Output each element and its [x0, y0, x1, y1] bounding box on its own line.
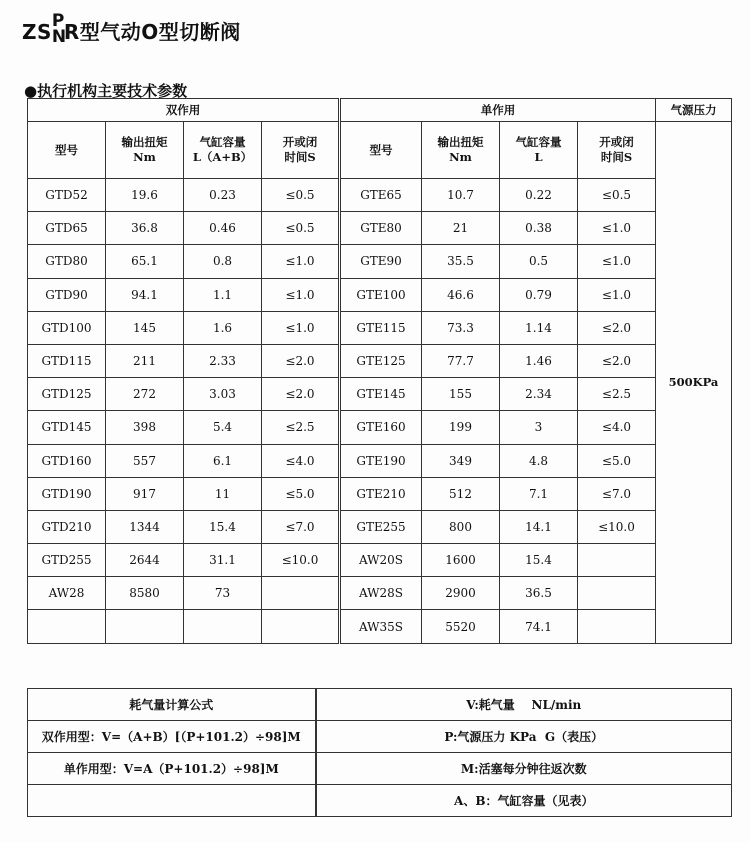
- single-cell: ≤7.0: [578, 477, 656, 510]
- header-line: 开或闭: [599, 135, 634, 149]
- table-row: [28, 610, 732, 643]
- double-header-cell: [262, 122, 340, 179]
- single-cell: 36.5: [500, 577, 578, 610]
- single-cell: [578, 544, 656, 577]
- single-cell: GTE65: [340, 179, 422, 212]
- header-unit: 时间S: [600, 150, 633, 164]
- single-cell: 14.1: [500, 510, 578, 543]
- formula-left-cell: 双作用型：V=（A+B）[（P+101.2）÷98]M: [28, 721, 316, 753]
- double-cell: 398: [106, 411, 184, 444]
- single-cell: 3: [500, 411, 578, 444]
- single-cell: ≤1.0: [578, 278, 656, 311]
- double-cell: 19.6: [106, 179, 184, 212]
- single-cell: ≤2.0: [578, 344, 656, 377]
- header-line: 气缸容量: [199, 135, 246, 149]
- single-cell: 800: [422, 510, 500, 543]
- header-unit: Nm: [449, 150, 472, 164]
- single-cell: 0.22: [500, 179, 578, 212]
- single-cell: 35.5: [422, 245, 500, 278]
- double-cell: ≤2.5: [262, 411, 340, 444]
- single-cell: 5520: [422, 610, 500, 643]
- double-cell: [184, 610, 262, 643]
- single-cell: 10.7: [422, 179, 500, 212]
- formula-left-cell: 耗气量计算公式: [28, 689, 316, 721]
- double-header-cell: [106, 122, 184, 179]
- group-air-pressure: 气源压力: [656, 99, 732, 122]
- single-cell: [578, 610, 656, 643]
- double-cell: 1344: [106, 510, 184, 543]
- header-unit: L: [534, 150, 543, 164]
- single-cell: 7.1: [500, 477, 578, 510]
- double-cell: 5.4: [184, 411, 262, 444]
- double-cell: 3.03: [184, 378, 262, 411]
- double-cell: 8580: [106, 577, 184, 610]
- single-cell: 1600: [422, 544, 500, 577]
- double-cell: GTD100: [28, 311, 106, 344]
- single-cell: 2900: [422, 577, 500, 610]
- double-header-cell: [28, 122, 106, 179]
- single-cell: 199: [422, 411, 500, 444]
- formula-row: [28, 721, 732, 753]
- double-cell: 557: [106, 444, 184, 477]
- single-cell: 155: [422, 378, 500, 411]
- header-line: 型号: [369, 142, 393, 157]
- table-row: [28, 411, 732, 444]
- single-cell: 73.3: [422, 311, 500, 344]
- single-cell: ≤2.5: [578, 378, 656, 411]
- double-header-cell: [184, 122, 262, 179]
- formula-left-cell: 单作用型：V=A（P+101.2）÷98]M: [28, 753, 316, 785]
- spec-table: [27, 98, 732, 644]
- double-cell: [262, 610, 340, 643]
- column-header-row: [28, 122, 732, 179]
- double-cell: 2644: [106, 544, 184, 577]
- double-cell: 2.33: [184, 344, 262, 377]
- double-cell: ≤7.0: [262, 510, 340, 543]
- header-line: 输出扭矩: [121, 135, 168, 149]
- formula-right-cell: P:气源压力 KPa G（表压）: [316, 721, 732, 753]
- single-header-cell: [500, 122, 578, 179]
- double-cell: 0.8: [184, 245, 262, 278]
- single-cell: GTE145: [340, 378, 422, 411]
- double-cell: 36.8: [106, 212, 184, 245]
- header-line: 气缸容量: [515, 135, 562, 149]
- single-cell: GTE190: [340, 444, 422, 477]
- single-cell: GTE90: [340, 245, 422, 278]
- single-cell: ≤0.5: [578, 179, 656, 212]
- formula-row: [28, 689, 732, 721]
- single-cell: GTE210: [340, 477, 422, 510]
- single-cell: ≤2.0: [578, 311, 656, 344]
- formula-right-cell: V:耗气量 NL/min: [316, 689, 732, 721]
- header-line: 输出扭矩: [437, 135, 484, 149]
- double-cell: 272: [106, 378, 184, 411]
- section-subtitle: ●执行机构主要技术参数: [24, 82, 188, 100]
- double-cell: ≤0.5: [262, 179, 340, 212]
- formula-left-cell: [28, 785, 316, 817]
- single-cell: GTE160: [340, 411, 422, 444]
- header-unit: Nm: [133, 150, 156, 164]
- table-row: [28, 245, 732, 278]
- single-cell: GTE255: [340, 510, 422, 543]
- double-cell: ≤2.0: [262, 378, 340, 411]
- header-unit: 时间S: [284, 150, 316, 164]
- double-cell: 65.1: [106, 245, 184, 278]
- table-row: [28, 544, 732, 577]
- single-cell: ≤10.0: [578, 510, 656, 543]
- double-cell: 1.1: [184, 278, 262, 311]
- single-cell: AW20S: [340, 544, 422, 577]
- table-row: [28, 344, 732, 377]
- table-row: [28, 444, 732, 477]
- table-row: [28, 278, 732, 311]
- single-header-cell: [422, 122, 500, 179]
- table-row: [28, 510, 732, 543]
- single-header-cell: [340, 122, 422, 179]
- double-cell: ≤5.0: [262, 477, 340, 510]
- double-cell: ≤1.0: [262, 245, 340, 278]
- single-cell: 1.46: [500, 344, 578, 377]
- double-cell: [28, 610, 106, 643]
- double-cell: 11: [184, 477, 262, 510]
- double-cell: GTD160: [28, 444, 106, 477]
- header-line: 型号: [55, 142, 78, 157]
- table-row: [28, 577, 732, 610]
- single-cell: 2.34: [500, 378, 578, 411]
- single-cell: ≤4.0: [578, 411, 656, 444]
- double-cell: GTD65: [28, 212, 106, 245]
- single-cell: ≤1.0: [578, 212, 656, 245]
- double-cell: 94.1: [106, 278, 184, 311]
- table-row: [28, 477, 732, 510]
- double-cell: GTD80: [28, 245, 106, 278]
- single-cell: 0.5: [500, 245, 578, 278]
- single-cell: 0.38: [500, 212, 578, 245]
- single-cell: 15.4: [500, 544, 578, 577]
- group-double: 双作用: [28, 99, 340, 122]
- double-cell: ≤2.0: [262, 344, 340, 377]
- formula-row: [28, 785, 732, 817]
- double-cell: ≤10.0: [262, 544, 340, 577]
- single-cell: 74.1: [500, 610, 578, 643]
- formula-table: [27, 688, 732, 817]
- single-cell: GTE125: [340, 344, 422, 377]
- double-cell: GTD90: [28, 278, 106, 311]
- group-header-row: [28, 99, 732, 122]
- group-single: 单作用: [340, 99, 656, 122]
- double-cell: GTD190: [28, 477, 106, 510]
- double-cell: ≤0.5: [262, 212, 340, 245]
- single-cell: ≤5.0: [578, 444, 656, 477]
- formula-row: [28, 753, 732, 785]
- single-cell: 77.7: [422, 344, 500, 377]
- formula-right-cell: A、B：气缸容量（见表）: [316, 785, 732, 817]
- single-cell: 21: [422, 212, 500, 245]
- double-cell: GTD255: [28, 544, 106, 577]
- double-cell: GTD52: [28, 179, 106, 212]
- double-cell: 6.1: [184, 444, 262, 477]
- single-cell: AW35S: [340, 610, 422, 643]
- table-row: [28, 179, 732, 212]
- single-cell: 4.8: [500, 444, 578, 477]
- double-cell: 145: [106, 311, 184, 344]
- single-cell: GTE80: [340, 212, 422, 245]
- double-cell: [262, 577, 340, 610]
- single-cell: AW28S: [340, 577, 422, 610]
- double-cell: ≤1.0: [262, 278, 340, 311]
- double-cell: 0.46: [184, 212, 262, 245]
- table-row: [28, 212, 732, 245]
- single-cell: ≤1.0: [578, 245, 656, 278]
- double-cell: ≤4.0: [262, 444, 340, 477]
- single-cell: GTE100: [340, 278, 422, 311]
- single-cell: 46.6: [422, 278, 500, 311]
- double-cell: 1.6: [184, 311, 262, 344]
- single-cell: 1.14: [500, 311, 578, 344]
- double-cell: AW28: [28, 577, 106, 610]
- header-line: 开或闭: [282, 135, 318, 149]
- double-cell: ≤1.0: [262, 311, 340, 344]
- double-cell: 73: [184, 577, 262, 610]
- single-cell: 349: [422, 444, 500, 477]
- double-cell: 31.1: [184, 544, 262, 577]
- single-header-cell: [578, 122, 656, 179]
- single-cell: 512: [422, 477, 500, 510]
- header-unit: L（A+B）: [192, 150, 253, 164]
- double-cell: GTD115: [28, 344, 106, 377]
- double-cell: GTD145: [28, 411, 106, 444]
- double-cell: 15.4: [184, 510, 262, 543]
- table-row: [28, 378, 732, 411]
- single-cell: 0.79: [500, 278, 578, 311]
- single-cell: [578, 577, 656, 610]
- double-cell: 211: [106, 344, 184, 377]
- formula-right-cell: M:活塞每分钟往返次数: [316, 753, 732, 785]
- table-row: [28, 311, 732, 344]
- single-cell: GTE115: [340, 311, 422, 344]
- double-cell: 917: [106, 477, 184, 510]
- double-cell: [106, 610, 184, 643]
- double-cell: GTD125: [28, 378, 106, 411]
- air-pressure-value: 500KPa: [656, 122, 732, 644]
- page-title: ZS P N R型气动O型切断阀: [22, 11, 241, 47]
- double-cell: GTD210: [28, 510, 106, 543]
- double-cell: 0.23: [184, 179, 262, 212]
